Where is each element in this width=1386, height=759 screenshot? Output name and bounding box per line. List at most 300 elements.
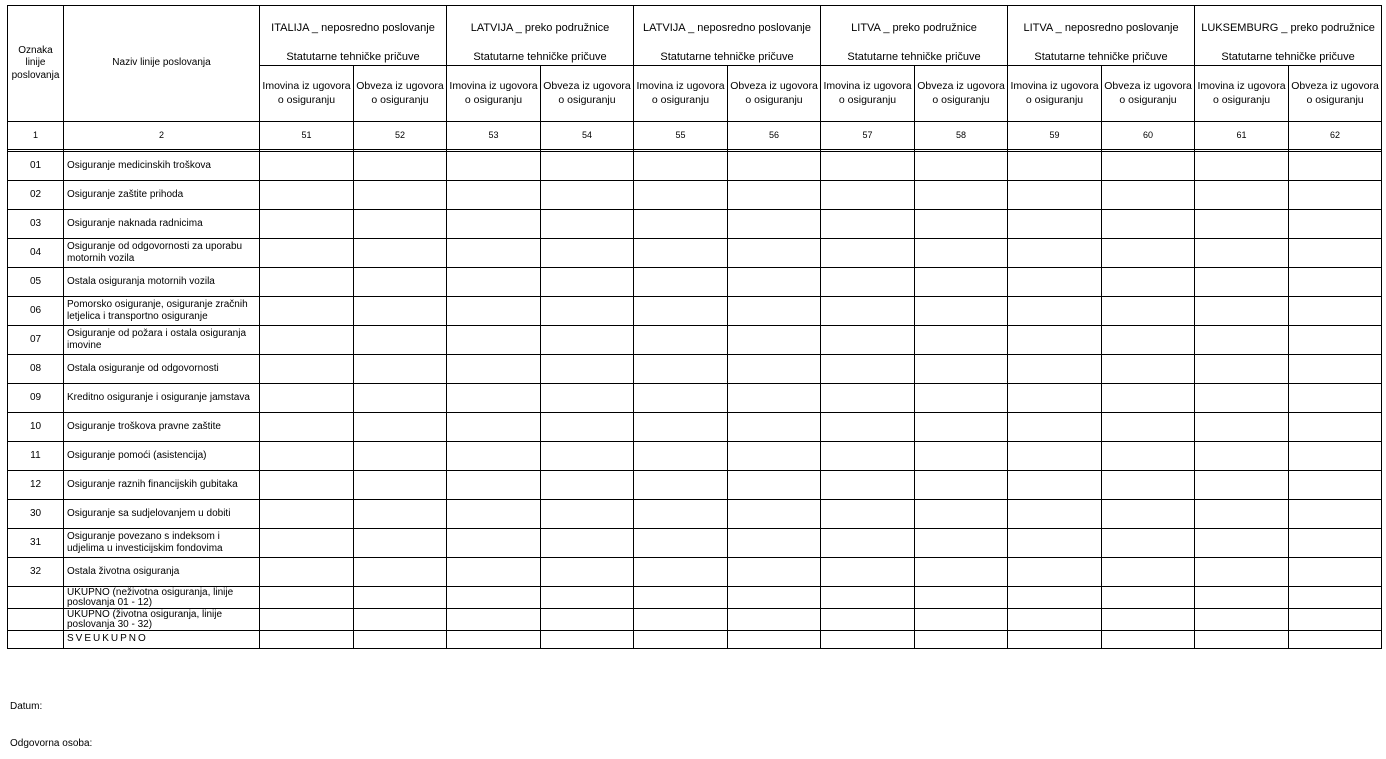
- liability-value-cell[interactable]: [915, 152, 1008, 181]
- asset-value-cell[interactable]: [821, 239, 915, 268]
- column-number: 54: [541, 122, 634, 150]
- line-code: 12: [8, 471, 64, 500]
- line-code: 03: [8, 210, 64, 239]
- reserves-header: Statutarne tehničke pričuve: [260, 51, 447, 66]
- liability-value-cell[interactable]: [728, 355, 821, 384]
- reserves-header: Statutarne tehničke pričuve: [634, 51, 821, 66]
- asset-value-cell[interactable]: [634, 471, 728, 500]
- asset-value-cell[interactable]: [1195, 587, 1289, 609]
- column-number: 55: [634, 122, 728, 150]
- asset-column-header: Imovina iz ugovora o osiguranju: [260, 66, 354, 122]
- liability-value-cell[interactable]: [1289, 631, 1382, 649]
- liability-value-cell[interactable]: [354, 609, 447, 631]
- liability-value-cell[interactable]: [1102, 558, 1195, 587]
- liability-value-cell[interactable]: [728, 152, 821, 181]
- asset-value-cell[interactable]: [447, 384, 541, 413]
- asset-value-cell[interactable]: [260, 609, 354, 631]
- asset-value-cell[interactable]: [260, 268, 354, 297]
- line-name: Osiguranje sa sudjelovanjem u dobiti: [64, 500, 260, 529]
- line-name: Ostala osiguranja motornih vozila: [64, 268, 260, 297]
- table-row: [8, 558, 1382, 587]
- asset-value-cell[interactable]: [634, 326, 728, 355]
- liability-value-cell[interactable]: [354, 471, 447, 500]
- liability-value-cell[interactable]: [728, 529, 821, 558]
- liability-value-cell[interactable]: [1102, 326, 1195, 355]
- liability-value-cell[interactable]: [354, 587, 447, 609]
- liability-value-cell[interactable]: [1289, 268, 1382, 297]
- asset-column-header: Imovina iz ugovora o osiguranju: [1008, 66, 1102, 122]
- asset-value-cell[interactable]: [634, 631, 728, 649]
- asset-value-cell[interactable]: [1195, 210, 1289, 239]
- line-name: Osiguranje medicinskih troškova: [64, 152, 260, 181]
- line-name: Osiguranje raznih financijskih gubitaka: [64, 471, 260, 500]
- line-code: 05: [8, 268, 64, 297]
- liability-value-cell[interactable]: [728, 239, 821, 268]
- name-column-header: Naziv linije poslovanja: [64, 6, 260, 122]
- asset-value-cell[interactable]: [260, 529, 354, 558]
- liability-value-cell[interactable]: [1289, 326, 1382, 355]
- asset-value-cell[interactable]: [260, 152, 354, 181]
- liability-value-cell[interactable]: [1289, 413, 1382, 442]
- asset-value-cell[interactable]: [447, 609, 541, 631]
- asset-value-cell[interactable]: [447, 529, 541, 558]
- asset-value-cell[interactable]: [634, 384, 728, 413]
- line-name: Osiguranje pomoći (asistencija): [64, 442, 260, 471]
- liability-value-cell[interactable]: [915, 609, 1008, 631]
- line-name: Pomorsko osiguranje, osiguranje zračnih letjelica i transportno osiguranje: [64, 297, 260, 326]
- liability-value-cell[interactable]: [1102, 297, 1195, 326]
- asset-value-cell[interactable]: [260, 631, 354, 649]
- liability-value-cell[interactable]: [1102, 631, 1195, 649]
- table-body: [8, 150, 1382, 649]
- line-name: Osiguranje od odgovornosti za uporabu motornih vozila: [64, 239, 260, 268]
- asset-value-cell[interactable]: [634, 587, 728, 609]
- liability-value-cell[interactable]: [1102, 471, 1195, 500]
- asset-value-cell[interactable]: [1008, 152, 1102, 181]
- asset-value-cell[interactable]: [447, 239, 541, 268]
- asset-value-cell[interactable]: [447, 471, 541, 500]
- asset-value-cell[interactable]: [1008, 355, 1102, 384]
- liability-value-cell[interactable]: [541, 152, 634, 181]
- liability-value-cell[interactable]: [728, 442, 821, 471]
- line-name: Osiguranje troškova pravne zaštite: [64, 413, 260, 442]
- liability-column-header: Obveza iz ugovora o osiguranju: [1289, 66, 1382, 122]
- asset-value-cell[interactable]: [634, 152, 728, 181]
- liability-value-cell[interactable]: [541, 500, 634, 529]
- liability-value-cell[interactable]: [915, 413, 1008, 442]
- asset-value-cell[interactable]: [821, 210, 915, 239]
- asset-value-cell[interactable]: [1195, 152, 1289, 181]
- asset-value-cell[interactable]: [1195, 529, 1289, 558]
- liability-value-cell[interactable]: [541, 413, 634, 442]
- country-header-latvia-branch: LATVIJA _ preko podružnice: [447, 6, 634, 52]
- liability-value-cell[interactable]: [728, 587, 821, 609]
- asset-value-cell[interactable]: [260, 384, 354, 413]
- asset-value-cell[interactable]: [447, 631, 541, 649]
- liability-value-cell[interactable]: [1102, 413, 1195, 442]
- liability-value-cell[interactable]: [1102, 210, 1195, 239]
- liability-value-cell[interactable]: [354, 268, 447, 297]
- table-row: [8, 210, 1382, 239]
- reserves-header: Statutarne tehničke pričuve: [821, 51, 1008, 66]
- liability-value-cell[interactable]: [1102, 181, 1195, 210]
- asset-value-cell[interactable]: [1195, 609, 1289, 631]
- liability-value-cell[interactable]: [728, 384, 821, 413]
- table-row: [8, 500, 1382, 529]
- table-row: [8, 442, 1382, 471]
- liability-value-cell[interactable]: [354, 631, 447, 649]
- asset-value-cell[interactable]: [1008, 587, 1102, 609]
- asset-value-cell[interactable]: [634, 500, 728, 529]
- line-code: 02: [8, 181, 64, 210]
- country-header-luxembourg-branch: LUKSEMBURG _ preko podružnice: [1195, 6, 1382, 52]
- liability-value-cell[interactable]: [541, 384, 634, 413]
- asset-value-cell[interactable]: [1008, 297, 1102, 326]
- table-row: [8, 268, 1382, 297]
- liability-value-cell[interactable]: [915, 268, 1008, 297]
- line-name: UKUPNO (neživotna osiguranja, linije poslovanja 01 - 12): [64, 587, 260, 609]
- liability-value-cell[interactable]: [728, 471, 821, 500]
- liability-value-cell[interactable]: [915, 587, 1008, 609]
- liability-value-cell[interactable]: [541, 355, 634, 384]
- asset-value-cell[interactable]: [821, 500, 915, 529]
- liability-value-cell[interactable]: [1289, 500, 1382, 529]
- table-row: [8, 384, 1382, 413]
- liability-value-cell[interactable]: [1289, 355, 1382, 384]
- liability-value-cell[interactable]: [1289, 181, 1382, 210]
- liability-value-cell[interactable]: [1102, 587, 1195, 609]
- liability-column-header: Obveza iz ugovora o osiguranju: [728, 66, 821, 122]
- liability-value-cell[interactable]: [915, 500, 1008, 529]
- asset-column-header: Imovina iz ugovora o osiguranju: [634, 66, 728, 122]
- liability-value-cell[interactable]: [1289, 239, 1382, 268]
- asset-value-cell[interactable]: [821, 152, 915, 181]
- column-number: 53: [447, 122, 541, 150]
- asset-value-cell[interactable]: [634, 268, 728, 297]
- asset-value-cell[interactable]: [1008, 239, 1102, 268]
- liability-value-cell[interactable]: [354, 529, 447, 558]
- line-name: Osiguranje od požara i ostala osiguranja imovine: [64, 326, 260, 355]
- asset-value-cell[interactable]: [821, 609, 915, 631]
- liability-value-cell[interactable]: [354, 297, 447, 326]
- reserves-header: Statutarne tehničke pričuve: [447, 51, 634, 66]
- asset-value-cell[interactable]: [1195, 500, 1289, 529]
- liability-value-cell[interactable]: [728, 326, 821, 355]
- asset-value-cell[interactable]: [1008, 631, 1102, 649]
- asset-value-cell[interactable]: [821, 471, 915, 500]
- liability-value-cell[interactable]: [1102, 355, 1195, 384]
- asset-value-cell[interactable]: [447, 442, 541, 471]
- asset-value-cell[interactable]: [1008, 210, 1102, 239]
- liability-value-cell[interactable]: [728, 631, 821, 649]
- liability-value-cell[interactable]: [1289, 442, 1382, 471]
- liability-value-cell[interactable]: [1289, 609, 1382, 631]
- liability-value-cell[interactable]: [728, 609, 821, 631]
- asset-value-cell[interactable]: [821, 558, 915, 587]
- liability-value-cell[interactable]: [541, 181, 634, 210]
- line-name: SVEUKUPNO: [64, 631, 260, 649]
- reserves-header: Statutarne tehničke pričuve: [1195, 51, 1382, 66]
- asset-value-cell[interactable]: [634, 529, 728, 558]
- liability-value-cell[interactable]: [1289, 210, 1382, 239]
- asset-value-cell[interactable]: [1195, 558, 1289, 587]
- asset-value-cell[interactable]: [1008, 609, 1102, 631]
- asset-value-cell[interactable]: [1008, 471, 1102, 500]
- liability-value-cell[interactable]: [541, 297, 634, 326]
- asset-value-cell[interactable]: [260, 297, 354, 326]
- asset-value-cell[interactable]: [447, 500, 541, 529]
- liability-column-header: Obveza iz ugovora o osiguranju: [541, 66, 634, 122]
- liability-value-cell[interactable]: [541, 609, 634, 631]
- liability-value-cell[interactable]: [1102, 529, 1195, 558]
- liability-value-cell[interactable]: [354, 413, 447, 442]
- liability-value-cell[interactable]: [354, 558, 447, 587]
- asset-value-cell[interactable]: [447, 558, 541, 587]
- country-header-lithuania-branch: LITVA _ preko podružnice: [821, 6, 1008, 52]
- asset-value-cell[interactable]: [260, 210, 354, 239]
- liability-value-cell[interactable]: [354, 181, 447, 210]
- liability-value-cell[interactable]: [915, 210, 1008, 239]
- liability-value-cell[interactable]: [728, 413, 821, 442]
- liability-value-cell[interactable]: [1102, 500, 1195, 529]
- liability-value-cell[interactable]: [915, 529, 1008, 558]
- liability-value-cell[interactable]: [1289, 558, 1382, 587]
- asset-value-cell[interactable]: [260, 442, 354, 471]
- liability-value-cell[interactable]: [541, 210, 634, 239]
- asset-value-cell[interactable]: [634, 609, 728, 631]
- table-row: [8, 326, 1382, 355]
- asset-value-cell[interactable]: [1008, 384, 1102, 413]
- liability-value-cell[interactable]: [541, 442, 634, 471]
- asset-value-cell[interactable]: [634, 210, 728, 239]
- asset-value-cell[interactable]: [821, 529, 915, 558]
- liability-value-cell[interactable]: [541, 326, 634, 355]
- line-name: Ostala životna osiguranja: [64, 558, 260, 587]
- column-number: 2: [64, 122, 260, 150]
- line-code: 08: [8, 355, 64, 384]
- liability-value-cell[interactable]: [728, 500, 821, 529]
- line-code: 30: [8, 500, 64, 529]
- liability-value-cell[interactable]: [728, 297, 821, 326]
- liability-value-cell[interactable]: [541, 268, 634, 297]
- liability-value-cell[interactable]: [354, 239, 447, 268]
- liability-value-cell[interactable]: [354, 355, 447, 384]
- liability-value-cell[interactable]: [354, 326, 447, 355]
- liability-value-cell[interactable]: [915, 181, 1008, 210]
- liability-value-cell[interactable]: [354, 384, 447, 413]
- asset-value-cell[interactable]: [447, 181, 541, 210]
- liability-value-cell[interactable]: [1289, 529, 1382, 558]
- liability-value-cell[interactable]: [1289, 297, 1382, 326]
- asset-value-cell[interactable]: [1008, 558, 1102, 587]
- asset-value-cell[interactable]: [260, 239, 354, 268]
- asset-value-cell[interactable]: [447, 355, 541, 384]
- liability-value-cell[interactable]: [915, 558, 1008, 587]
- table-row: [8, 152, 1382, 181]
- liability-value-cell[interactable]: [541, 239, 634, 268]
- liability-value-cell[interactable]: [541, 587, 634, 609]
- table-row: [8, 181, 1382, 210]
- asset-value-cell[interactable]: [1008, 529, 1102, 558]
- liability-value-cell[interactable]: [915, 471, 1008, 500]
- table-row: [8, 471, 1382, 500]
- liability-column-header: Obveza iz ugovora o osiguranju: [354, 66, 447, 122]
- liability-value-cell[interactable]: [1289, 152, 1382, 181]
- asset-value-cell[interactable]: [821, 326, 915, 355]
- asset-value-cell[interactable]: [1008, 181, 1102, 210]
- liability-value-cell[interactable]: [1289, 587, 1382, 609]
- table-row: [8, 631, 1382, 649]
- asset-value-cell[interactable]: [260, 355, 354, 384]
- asset-value-cell[interactable]: [447, 152, 541, 181]
- liability-value-cell[interactable]: [354, 500, 447, 529]
- asset-value-cell[interactable]: [447, 210, 541, 239]
- column-number: 58: [915, 122, 1008, 150]
- report-table: [7, 5, 1382, 649]
- line-code: 01: [8, 152, 64, 181]
- asset-value-cell[interactable]: [634, 355, 728, 384]
- asset-value-cell[interactable]: [821, 297, 915, 326]
- table-row: [8, 609, 1382, 631]
- asset-value-cell[interactable]: [821, 384, 915, 413]
- asset-value-cell[interactable]: [1195, 631, 1289, 649]
- asset-value-cell[interactable]: [1008, 268, 1102, 297]
- liability-value-cell[interactable]: [541, 631, 634, 649]
- line-code: 31: [8, 529, 64, 558]
- asset-value-cell[interactable]: [1008, 326, 1102, 355]
- asset-value-cell[interactable]: [821, 355, 915, 384]
- liability-value-cell[interactable]: [915, 355, 1008, 384]
- liability-value-cell[interactable]: [1102, 442, 1195, 471]
- asset-value-cell[interactable]: [260, 587, 354, 609]
- country-header-latvia-direct: LATVIJA _ neposredno poslovanje: [634, 6, 821, 52]
- asset-value-cell[interactable]: [260, 326, 354, 355]
- liability-value-cell[interactable]: [1102, 384, 1195, 413]
- line-code: 10: [8, 413, 64, 442]
- asset-value-cell[interactable]: [1008, 500, 1102, 529]
- liability-value-cell[interactable]: [915, 297, 1008, 326]
- liability-column-header: Obveza iz ugovora o osiguranju: [915, 66, 1008, 122]
- line-code: 11: [8, 442, 64, 471]
- liability-value-cell[interactable]: [915, 442, 1008, 471]
- line-name: Ostala osiguranje od odgovornosti: [64, 355, 260, 384]
- liability-value-cell[interactable]: [354, 210, 447, 239]
- column-number: 62: [1289, 122, 1382, 150]
- asset-value-cell[interactable]: [1195, 268, 1289, 297]
- liability-value-cell[interactable]: [1289, 384, 1382, 413]
- asset-value-cell[interactable]: [1195, 297, 1289, 326]
- asset-value-cell[interactable]: [821, 181, 915, 210]
- asset-value-cell[interactable]: [1195, 413, 1289, 442]
- column-number: 57: [821, 122, 915, 150]
- asset-value-cell[interactable]: [447, 326, 541, 355]
- asset-column-header: Imovina iz ugovora o osiguranju: [821, 66, 915, 122]
- liability-value-cell[interactable]: [915, 326, 1008, 355]
- table-row: [8, 413, 1382, 442]
- asset-value-cell[interactable]: [821, 587, 915, 609]
- column-number: 51: [260, 122, 354, 150]
- asset-value-cell[interactable]: [1195, 442, 1289, 471]
- column-number: 56: [728, 122, 821, 150]
- liability-value-cell[interactable]: [728, 558, 821, 587]
- liability-value-cell[interactable]: [728, 181, 821, 210]
- asset-value-cell[interactable]: [1195, 326, 1289, 355]
- asset-value-cell[interactable]: [260, 181, 354, 210]
- country-header-lithuania-direct: LITVA _ neposredno poslovanje: [1008, 6, 1195, 52]
- asset-value-cell[interactable]: [1195, 239, 1289, 268]
- date-label: Datum:: [10, 701, 43, 712]
- asset-value-cell[interactable]: [821, 268, 915, 297]
- asset-value-cell[interactable]: [821, 413, 915, 442]
- liability-value-cell[interactable]: [541, 558, 634, 587]
- asset-value-cell[interactable]: [447, 413, 541, 442]
- asset-value-cell[interactable]: [1008, 413, 1102, 442]
- liability-value-cell[interactable]: [728, 268, 821, 297]
- line-code: 06: [8, 297, 64, 326]
- liability-value-cell[interactable]: [915, 631, 1008, 649]
- asset-value-cell[interactable]: [634, 181, 728, 210]
- column-number: 1: [8, 122, 64, 150]
- asset-value-cell[interactable]: [447, 297, 541, 326]
- asset-value-cell[interactable]: [260, 413, 354, 442]
- asset-value-cell[interactable]: [1195, 471, 1289, 500]
- country-header-italy-direct: ITALIJA _ neposredno poslovanje: [260, 6, 447, 52]
- asset-value-cell[interactable]: [1008, 442, 1102, 471]
- asset-value-cell[interactable]: [1195, 355, 1289, 384]
- reserves-header: Statutarne tehničke pričuve: [1008, 51, 1195, 66]
- liability-value-cell[interactable]: [1289, 471, 1382, 500]
- asset-value-cell[interactable]: [1195, 384, 1289, 413]
- liability-value-cell[interactable]: [541, 471, 634, 500]
- liability-value-cell[interactable]: [728, 210, 821, 239]
- liability-value-cell[interactable]: [354, 442, 447, 471]
- liability-value-cell[interactable]: [1102, 268, 1195, 297]
- table-row: [8, 297, 1382, 326]
- asset-value-cell[interactable]: [1195, 181, 1289, 210]
- line-code: [8, 631, 64, 649]
- asset-value-cell[interactable]: [634, 413, 728, 442]
- asset-value-cell[interactable]: [634, 442, 728, 471]
- liability-value-cell[interactable]: [915, 239, 1008, 268]
- column-number: 60: [1102, 122, 1195, 150]
- line-code: 09: [8, 384, 64, 413]
- liability-value-cell[interactable]: [354, 152, 447, 181]
- responsible-person-label: Odgovorna osoba:: [10, 738, 93, 749]
- asset-value-cell[interactable]: [447, 587, 541, 609]
- asset-value-cell[interactable]: [634, 239, 728, 268]
- liability-column-header: Obveza iz ugovora o osiguranju: [1102, 66, 1195, 122]
- column-number: 59: [1008, 122, 1102, 150]
- line-name: Kreditno osiguranje i osiguranje jamstava: [64, 384, 260, 413]
- asset-value-cell[interactable]: [634, 558, 728, 587]
- asset-value-cell[interactable]: [260, 500, 354, 529]
- liability-value-cell[interactable]: [1102, 609, 1195, 631]
- liability-value-cell[interactable]: [1102, 152, 1195, 181]
- liability-value-cell[interactable]: [915, 384, 1008, 413]
- asset-value-cell[interactable]: [447, 268, 541, 297]
- table-row: [8, 355, 1382, 384]
- asset-column-header: Imovina iz ugovora o osiguranju: [1195, 66, 1289, 122]
- liability-value-cell[interactable]: [541, 529, 634, 558]
- asset-value-cell[interactable]: [821, 631, 915, 649]
- liability-value-cell[interactable]: [1102, 239, 1195, 268]
- asset-value-cell[interactable]: [260, 558, 354, 587]
- asset-value-cell[interactable]: [634, 297, 728, 326]
- asset-value-cell[interactable]: [821, 442, 915, 471]
- line-code: 32: [8, 558, 64, 587]
- table-row: [8, 239, 1382, 268]
- asset-value-cell[interactable]: [260, 471, 354, 500]
